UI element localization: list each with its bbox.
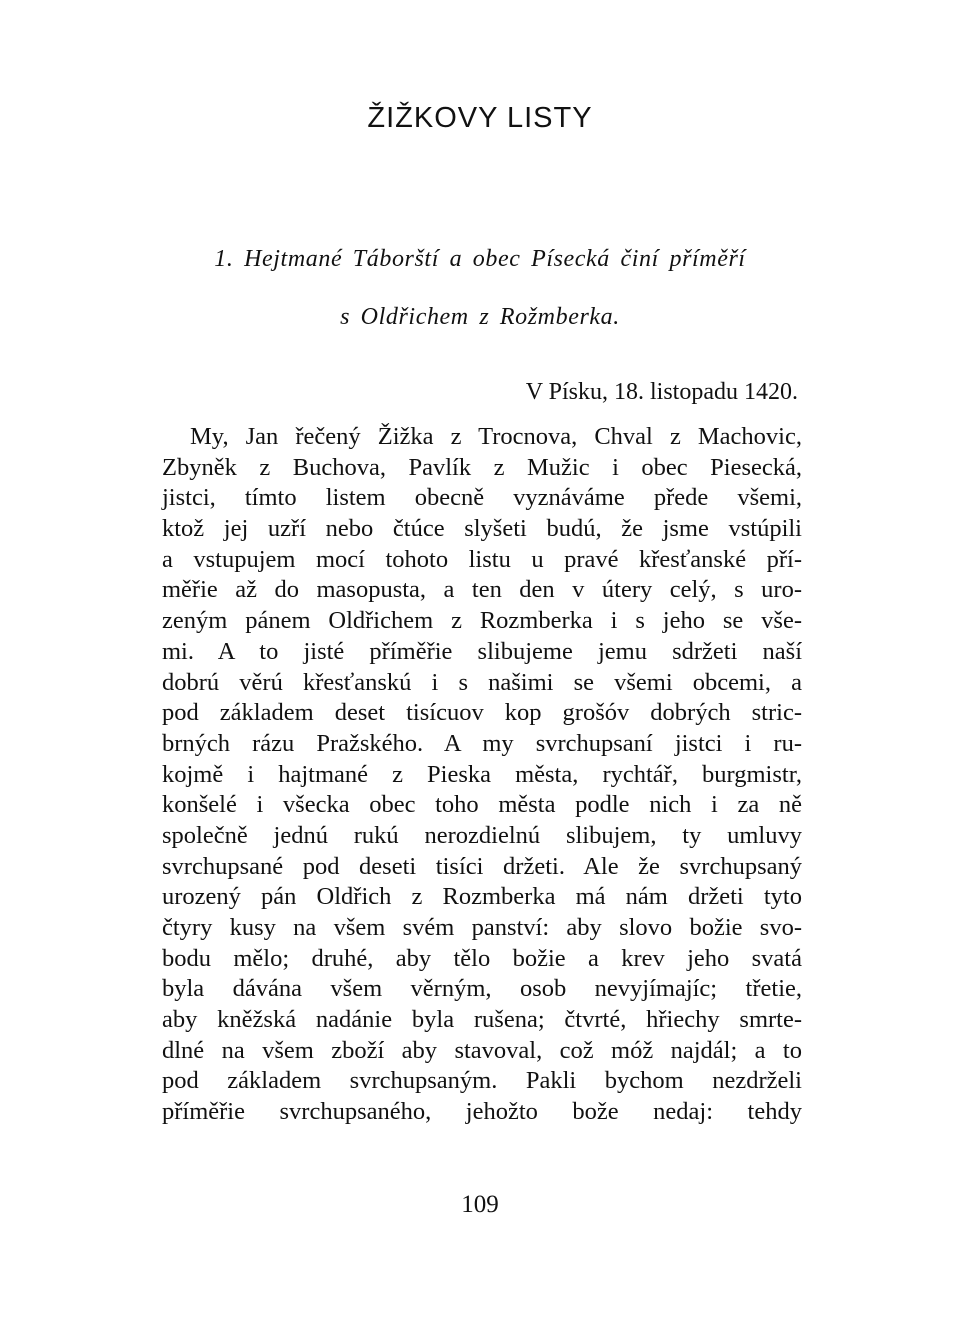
body-line: zeným pánem Oldřichem z Rozmberka i s jeho se vše- [162,607,802,635]
page-number: 109 [461,1191,499,1218]
body-line: brných rázu Pražského. A my svrchupsaní jistci i ru- [162,729,802,757]
body-line: mi. A to jisté příměřie slibujeme jemu sdržeti naší [162,637,802,665]
body-line: společně jednú rukú nerozdielnú slibujem, ty umluvy [162,821,802,849]
body-line: My, Jan řečený Žižka z Trocnova, Chval z Machovic, [190,423,802,450]
document-title-line-2: s Oldřichem z Rožmberka. [340,304,620,330]
document-title [162,230,798,346]
body-line: pod základem svrchupsaným. Pakli bychom nezdrželi [162,1067,802,1095]
body-line: byla dávána všem věrným, osob nevyjímajíc; třetie, [162,975,802,1003]
body-line: svrchupsané pod deseti tisíci držeti. Ale že svrchupsaný [162,852,802,880]
body-line: pod základem deset tisícuov kop grošóv dobrých stric- [162,699,802,727]
body-line: konšelé i všecka obec toho města podle nich i za ně [162,791,802,819]
letter-body [162,422,802,1128]
body-line: Zbyněk z Buchova, Pavlík z Mužic i obec Piesecká, [162,453,802,481]
body-line: dobrú věrú křesťanskú i s našimi se všemi obcemi, a [162,668,802,696]
body-line: kojmě i hajtmané z Pieska města, rychtář, burgmistr, [162,760,802,788]
body-line: čtyry kusy na všem svém panství: aby slovo božie svo- [162,914,802,941]
dateline: V Písku, 18. listopadu 1420. [525,379,798,405]
body-line: urozený pán Oldřich z Rozmberka má nám držeti tyto [162,883,802,911]
body-line: měřie až do masopusta, a ten den v útery celý, s uro- [162,576,802,604]
body-line: příměřie svrchupsaného, jehožto bože nedaj: tehdy [162,1098,802,1126]
body-line: dlné na všem zboží aby stavoval, což móž najdál; a to [162,1036,802,1064]
body-line: a vstupujem mocí tohoto listu u pravé křesťanské pří- [162,545,802,573]
body-line: bodu mělo; druhé, aby tělo božie a krev jeho svatá [162,944,802,972]
document-title-line-1: 1. Hejtmané Táborští a obec Písecká činí příměří [214,246,746,272]
running-header: ŽIŽKOVY LISTY [367,102,593,134]
body-line: ktož jej uzří nebo čtúce slyšeti budú, že jsme vstúpili [162,515,802,543]
body-line: jistci, tímto listem obecně vyznáváme přede všemi, [162,484,802,512]
body-line: aby kněžská nadánie byla rušena; čtvrté, hřiechy smrte- [162,1006,802,1034]
